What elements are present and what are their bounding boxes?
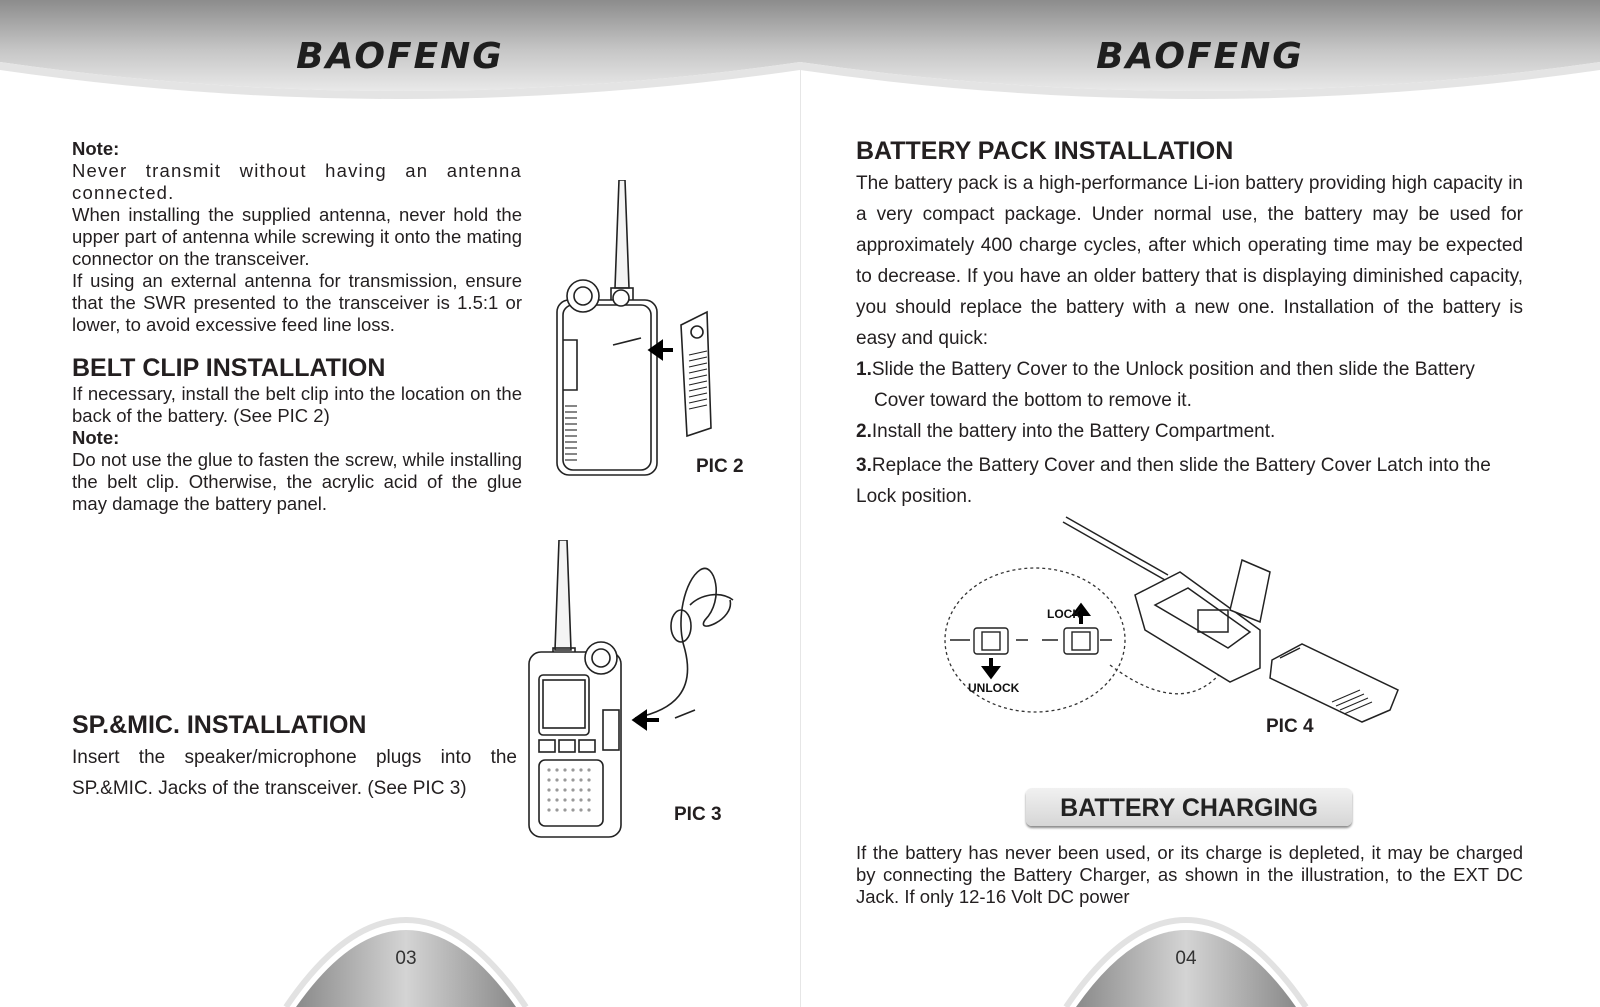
page-number-tab xyxy=(800,0,1600,1007)
page-number: 03 xyxy=(395,948,417,969)
note-label: Note: xyxy=(72,138,120,159)
sp-mic-title: SP.&MIC. INSTALLATION xyxy=(72,711,367,739)
pic4-label: PIC 4 xyxy=(1266,716,1314,737)
note-text-2: When installing the supplied antenna, never hold the upper part of antenna while screwing it onto the mating connector on the transceiver. xyxy=(72,204,522,269)
pic3-label: PIC 3 xyxy=(674,804,722,825)
charging-text: If the battery has never been used, or its charge is depleted, it may be charged by connecting the Battery Charger, as shown in the illustration, to the EXT DC Jack. If only 12-16 Volt DC power xyxy=(856,842,1523,907)
step-2: 2.Install the battery into the Battery Compartment. xyxy=(856,421,1276,442)
belt-clip-note: Do not use the glue to fasten the screw, while installing the belt clip. Otherwise, the acrylic acid of the glue may damage the battery panel. xyxy=(72,449,522,514)
note-text-3: If using an external antenna for transmission, ensure that the SWR presented to the transceiver is 1.5:1 or lower, to avoid excessive feed line loss. xyxy=(72,270,522,335)
note-label-2: Note: xyxy=(72,427,120,448)
battery-intro: The battery pack is a high-performance Li-ion battery providing high capacity in a very compact package. Under normal use, the battery may be used for approximately 400 charge cycles, after which operating time may be expected to decrease. If you have an older battery that is displaying diminished capacity, you should replace the battery with a new one. Installation of the battery is easy and quick: xyxy=(856,173,1523,349)
battery-title: BATTERY PACK INSTALLATION xyxy=(856,137,1234,165)
pic2-label: PIC 2 xyxy=(696,456,744,477)
step-3: 3.Replace the Battery Cover and then slide the Battery Cover Latch into the Lock position. xyxy=(856,455,1491,507)
note-text-1: Never transmit without having an antenna connected. xyxy=(72,160,522,203)
lock-label: LOCK xyxy=(1047,607,1081,621)
unlock-label: UNLOCK xyxy=(968,681,1020,695)
page-number: 04 xyxy=(1175,948,1197,969)
belt-clip-title: BELT CLIP INSTALLATION xyxy=(72,354,386,382)
battery-charging-heading: BATTERY CHARGING xyxy=(1026,788,1352,826)
brand-logo: BAOFENG xyxy=(296,36,504,77)
sp-mic-text: Insert the speaker/microphone plugs into the SP.&MIC. Jacks of the transceiver. (See PIC 3) xyxy=(72,747,517,799)
page-04 xyxy=(800,0,1600,1007)
brand-logo: BAOFENG xyxy=(1096,36,1304,77)
belt-clip-text: If necessary, install the belt clip into the location on the back of the battery. (See PIC 2) xyxy=(72,383,522,426)
step-1: 1.Slide the Battery Cover to the Unlock position and then slide the Battery Cover toward the bottom to remove it. xyxy=(856,359,1475,411)
